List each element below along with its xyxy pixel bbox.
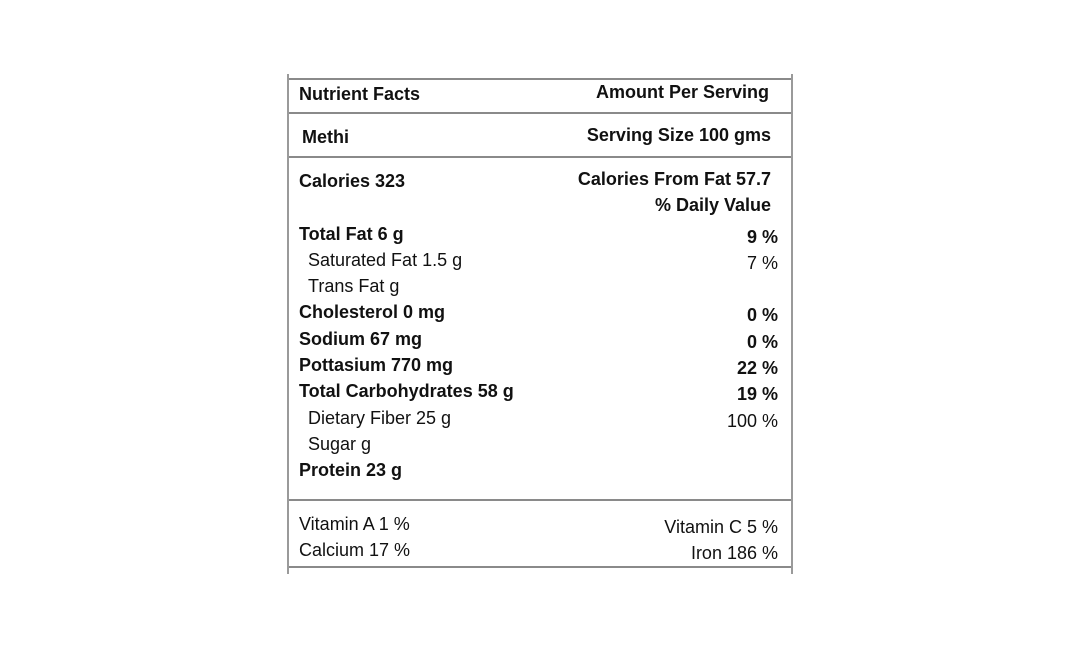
calories: Calories 323 xyxy=(299,171,406,191)
divider-vitamins xyxy=(289,499,791,501)
serving-size: Serving Size 100 gms xyxy=(586,125,771,145)
dietary-fiber-dv: 100 % xyxy=(726,411,778,431)
cholesterol-label: Cholesterol 0 mg xyxy=(299,302,446,322)
total-fat-dv: 9 % xyxy=(746,227,778,247)
sodium-dv: 0 % xyxy=(746,332,778,352)
cholesterol-dv: 0 % xyxy=(746,305,778,325)
divider-bottom xyxy=(289,566,791,568)
saturated-fat-label: Saturated Fat 1.5 g xyxy=(308,250,463,270)
dietary-fiber-label: Dietary Fiber 25 g xyxy=(308,408,452,428)
sodium-label: Sodium 67 mg xyxy=(299,329,423,349)
potassium-dv: 22 % xyxy=(736,358,778,378)
sugar-label: Sugar g xyxy=(308,434,372,454)
protein-label: Protein 23 g xyxy=(299,460,403,480)
divider-product xyxy=(289,156,791,158)
nutrition-facts-panel xyxy=(287,74,793,574)
vitamin-c: Vitamin C 5 % xyxy=(664,517,778,537)
calcium: Calcium 17 % xyxy=(299,540,411,560)
daily-value-header: % Daily Value xyxy=(654,195,771,215)
potassium-label: Pottasium 770 mg xyxy=(299,355,454,375)
total-carbohydrates-dv: 19 % xyxy=(736,384,778,404)
total-carbohydrates-label: Total Carbohydrates 58 g xyxy=(299,381,514,401)
amount-per-serving-label: Amount Per Serving xyxy=(595,82,769,102)
iron: Iron 186 % xyxy=(690,543,778,563)
calories-from-fat: Calories From Fat 57.7 xyxy=(577,169,771,189)
total-fat-label: Total Fat 6 g xyxy=(299,224,404,244)
vitamin-a: Vitamin A 1 % xyxy=(299,514,410,534)
saturated-fat-dv: 7 % xyxy=(746,253,778,273)
panel-title: Nutrient Facts xyxy=(299,84,421,104)
divider-top xyxy=(289,78,791,80)
trans-fat-label: Trans Fat g xyxy=(308,276,400,296)
product-name: Methi xyxy=(302,127,349,147)
divider-header xyxy=(289,112,791,114)
